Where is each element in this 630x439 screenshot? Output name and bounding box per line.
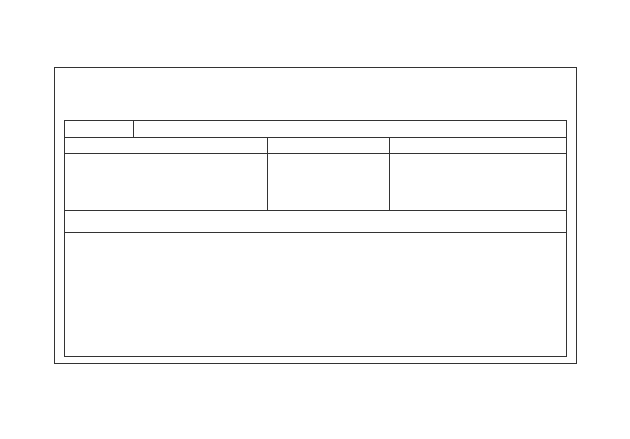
section-box xyxy=(65,138,567,211)
project-box xyxy=(65,121,567,138)
